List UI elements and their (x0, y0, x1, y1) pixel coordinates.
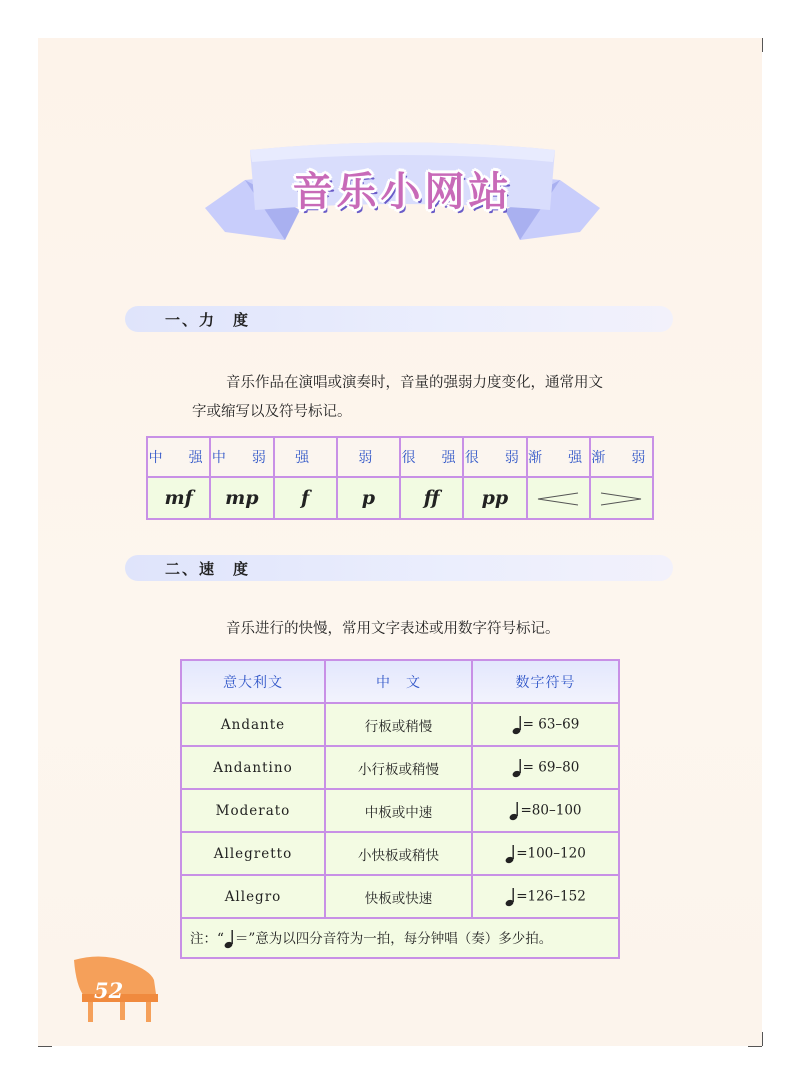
quarter-note-icon (509, 801, 520, 821)
italian-term: Andantino (181, 746, 325, 789)
dynamics-symbol: pp (463, 477, 526, 519)
italian-term: Moderato (181, 789, 325, 832)
chinese-term: 行板或稍慢 (325, 703, 472, 746)
dynamics-header-row (147, 437, 653, 477)
metronome-mark (472, 746, 619, 789)
dynamics-symbol-row (147, 477, 653, 519)
metronome-value: =80–100 (520, 802, 582, 818)
metronome-value: =126–152 (516, 888, 586, 904)
section-heading-bar (125, 306, 673, 332)
crop-mark (762, 38, 763, 52)
dynamics-header-cell: 弱 (337, 437, 400, 477)
decrescendo-hairpin-icon (590, 477, 653, 519)
metronome-value: = 69–80 (522, 759, 580, 775)
dynamics-symbol: mf (147, 477, 210, 519)
table-row (181, 703, 619, 746)
dynamics-symbol: mp (210, 477, 273, 519)
quarter-note-icon (224, 929, 235, 949)
metronome-mark (472, 703, 619, 746)
italian-term: Allegro (181, 875, 325, 918)
table-row (181, 746, 619, 789)
dynamics-header-cell: 很 弱 (463, 437, 526, 477)
table-row (181, 832, 619, 875)
banner-title: 音乐小网站 (292, 169, 513, 215)
quarter-note-icon (505, 844, 516, 864)
footnote-prefix: 注：“ (190, 930, 224, 947)
chinese-term: 中板或中速 (325, 789, 472, 832)
metronome-value: = 63–69 (522, 716, 580, 732)
crop-mark (38, 1046, 52, 1047)
column-header-italian: 意大利文 (181, 660, 325, 703)
tempo-paragraph: 音乐进行的快慢，常用文字表述或用数字符号标记。 (226, 621, 560, 637)
dynamics-paragraph-line2: 字或缩写以及符号标记。 (192, 404, 352, 420)
column-header-symbol: 数字符号 (472, 660, 619, 703)
dynamics-symbol: ff (400, 477, 463, 519)
page-number: 52 (94, 978, 124, 1003)
italian-term: Allegretto (181, 832, 325, 875)
dynamics-paragraph-line1: 音乐作品在演唱或演奏时，音量的强弱力度变化，通常用文 (226, 375, 603, 391)
metronome-mark (472, 875, 619, 918)
quarter-note-icon (512, 758, 523, 778)
table-row (181, 789, 619, 832)
crop-mark (748, 1046, 762, 1047)
chinese-term: 小快板或稍快 (325, 832, 472, 875)
footnote-text: ＝”意为以四分音符为一拍，每分钟唱（奏）多少拍。 (234, 930, 553, 947)
section-heading-dynamics: 一、力 度 (165, 311, 251, 329)
tempo-footnote (181, 918, 619, 958)
dynamics-header-cell: 渐 弱 (590, 437, 653, 477)
dynamics-header-cell: 强 (274, 437, 337, 477)
dynamics-table (146, 436, 654, 520)
dynamics-symbol: p (337, 477, 400, 519)
metronome-value: =100–120 (516, 845, 586, 861)
chinese-term: 快板或快速 (325, 875, 472, 918)
dynamics-symbol: f (274, 477, 337, 519)
quarter-note-icon (512, 715, 523, 735)
quarter-note-icon (505, 887, 516, 907)
table-row (181, 875, 619, 918)
metronome-mark (472, 832, 619, 875)
tempo-header-row (181, 660, 619, 703)
dynamics-header-cell: 渐 强 (527, 437, 590, 477)
crescendo-hairpin-icon (527, 477, 590, 519)
tempo-footnote-row (181, 918, 619, 958)
crop-mark (762, 1032, 763, 1046)
tempo-table (180, 659, 620, 959)
dynamics-header-cell: 很 强 (400, 437, 463, 477)
dynamics-header-cell: 中 强 (147, 437, 210, 477)
dynamics-header-cell: 中 弱 (210, 437, 273, 477)
section-banner (205, 140, 600, 245)
column-header-chinese: 中 文 (325, 660, 472, 703)
metronome-mark (472, 789, 619, 832)
section-heading-tempo: 二、速 度 (165, 560, 251, 578)
section-heading-bar (125, 555, 673, 581)
italian-term: Andante (181, 703, 325, 746)
chinese-term: 小行板或稍慢 (325, 746, 472, 789)
